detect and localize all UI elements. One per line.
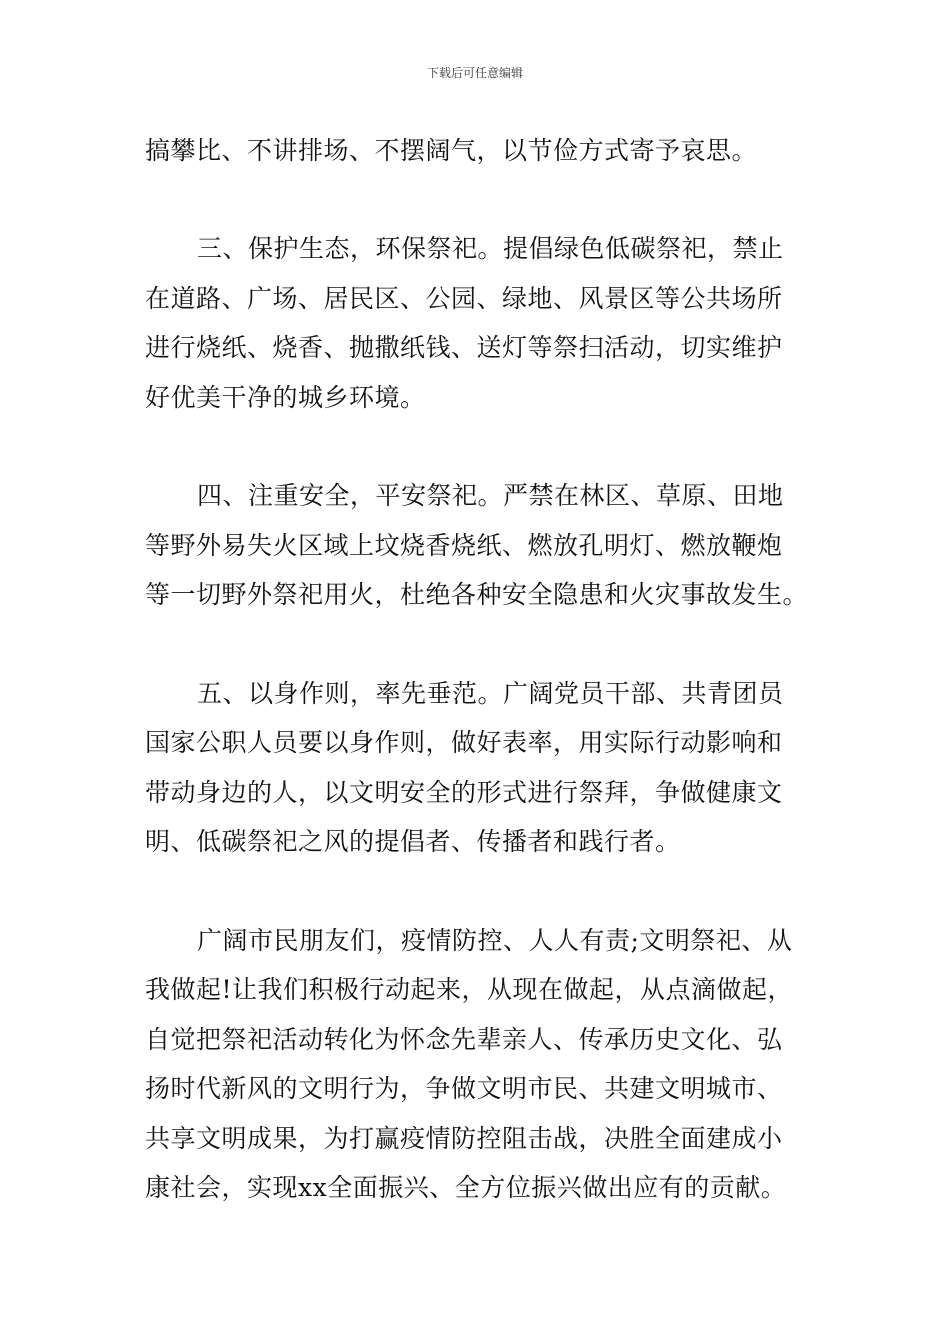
body-line: 明、低碳祭祀之风的提倡者、传播者和践行者。 bbox=[145, 827, 681, 856]
body-line: 搞攀比、不讲排场、不摆阔气，以节俭方式寄予哀思。 bbox=[145, 136, 758, 165]
body-line: 我做起!让我们积极行动起来，从现在做起，从点滴做起， bbox=[145, 975, 794, 1004]
body-line: 等野外易失火区域上坟烧香烧纸、燃放孔明灯、燃放鞭炮 bbox=[145, 531, 783, 560]
page-header-note: 下载后可任意编辑 bbox=[426, 66, 523, 80]
body-line: 共享文明成果，为打赢疫情防控阻击战，决胜全面建成小 bbox=[145, 1124, 783, 1153]
paragraph-3-first-line: 三、保护生态，环保祭祀。提倡绿色低碳祭祀，禁止 bbox=[197, 234, 784, 263]
body-line: 进行烧纸、烧香、抛撒纸钱、送灯等祭扫活动，切实维护 bbox=[145, 333, 783, 362]
closing-paragraph-first-line: 广阔市民朋友们，疫情防控、人人有责;文明祭祀、从 bbox=[197, 926, 793, 955]
body-line: 等一切野外祭祀用火，杜绝各种安全隐患和火灾事故发生。 bbox=[145, 580, 809, 609]
paragraph-5-first-line: 五、以身作则，率先垂范。广阔党员干部、共青团员 bbox=[197, 679, 784, 708]
body-line: 自觉把祭祀活动转化为怀念先辈亲人、传承历史文化、弘 bbox=[145, 1025, 783, 1054]
paragraph-4-first-line: 四、注重安全，平安祭祀。严禁在林区、草原、田地 bbox=[197, 481, 784, 510]
body-line: 好优美干净的城乡环境。 bbox=[145, 383, 426, 412]
body-line: 国家公职人员要以身作则，做好表率，用实际行动影响和 bbox=[145, 728, 783, 757]
body-line: 康社会，实现xx全面振兴、全方位振兴做出应有的贡献。 bbox=[145, 1173, 787, 1202]
body-line: 在道路、广场、居民区、公园、绿地、风景区等公共场所 bbox=[145, 284, 783, 313]
body-line: 扬时代新风的文明行为，争做文明市民、共建文明城市、 bbox=[145, 1074, 783, 1103]
body-line: 带动身边的人，以文明安全的形式进行祭拜，争做健康文 bbox=[145, 778, 783, 807]
